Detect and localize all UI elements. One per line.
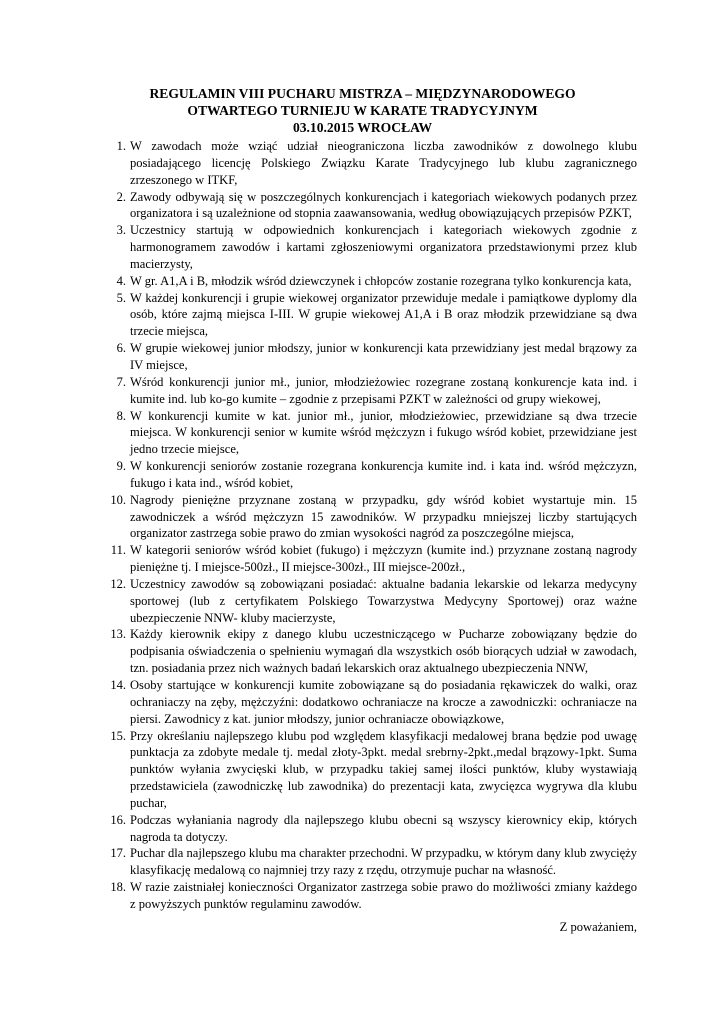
rule-item <box>0 458 637 492</box>
title-line-2: OTWARTEGO TURNIEJU W KARATE TRADYCYJNYM <box>187 103 538 118</box>
rule-number: 11 . <box>92 542 126 559</box>
rule-text: Każdy kierownik ekipy z danego klubu uczestniczącego w Pucharze zobowiązany będzie do podpisania oświadczenia o spełnieniu wymagań dla wszystkich osób biorących udział w zawodach, tzn. posiadania przez nich ważnych badań lekarskich oraz aktualnego ubezpieczenia NNW, <box>130 627 637 676</box>
rule-text: Przy określaniu najlepszego klubu pod względem klasyfikacji medalowej brana będzie pod uwagę punktacja za zdobyte medale tj. medal złoty-3pkt. medal srebrny-2pkt.,medal brązowy-1pkt. Suma punktów wyłania zwycięski klub, w przypadku takiej samej ilości punktów, kluby wystawiają przedstawiciela (zawodniczkę lub zawodnika) do prezentacji kata, zwycięzca wygrywa dla klubu puchar, <box>130 728 637 810</box>
rule-item <box>0 845 637 879</box>
rule-number: 1 . <box>92 138 126 155</box>
title-line-date: 03.10.2015 WROCŁAW <box>292 120 433 135</box>
rule-item <box>0 812 637 846</box>
rule-text: W konkurencji seniorów zostanie rozegrana konkurencja kumite ind. i kata ind. wśród mężczyzn, fukugo i kata ind., wśród kobiet, <box>130 459 637 490</box>
rule-text: Zawody odbywają się w poszczególnych konkurencjach i kategoriach wiekowych podanych przez organizatora i są uzależnione od stopnia zaawansowania, według obowiązujących przepisów PZKT, <box>130 189 637 221</box>
rule-item <box>0 290 637 341</box>
rule-number: 16 . <box>92 812 126 829</box>
rule-item <box>0 576 637 627</box>
rule-text: Uczestnicy zawodów są zobowiązani posiadać: aktualne badania lekarskie od lekarza medycyny sportowej (lub z certyfikatem Polskiego Towarzystwa Medycyny Sportowej) oraz ważne ubezpieczenie NNW- kluby macierzyste, <box>130 576 637 625</box>
rule-number: 9 . <box>92 458 126 475</box>
rule-text: Uczestnicy startują w odpowiednich konkurencjach i kategoriach wiekowych zgodnie z harmonogramem zawodów i kartami zgłoszeniowymi organizatora przedstawionymi przez klub macierzysty, <box>130 223 637 271</box>
closing-salutation: Z poważaniem, <box>559 920 637 934</box>
rules-list <box>0 138 725 913</box>
rule-text: W zawodach może wziąć udział nieograniczona liczba zawodników z dowolnego klubu posiadającego licencję Polskiego Związku Karate Tradycyjnego lub klubu zagranicznego zrzeszonego w ITKF, <box>130 139 637 187</box>
rule-text: Puchar dla najlepszego klubu ma charakter przechodni. W przypadku, w którym dany klub zwycięży klasyfikację medalową co najmniej trzy razy z rzędu, otrzymuje puchar na własność. <box>130 846 637 878</box>
rule-number: 2 . <box>92 189 126 206</box>
rule-number: 10 . <box>92 492 126 509</box>
rule-text: W konkurencji kumite w kat. junior mł., junior, młodzieżowiec, przewidziane są dwa trzecie miejsca. W konkurencji senior w kumite wśród mężczyzn i fukugo wśród kobiet, przewidziane jest jedno trzecie miejsce, <box>130 408 637 457</box>
rule-text: Wśród konkurencji junior mł., junior, młodzieżowiec rozegrane zostaną konkurencje kata ind. i kumite ind. lub ko-go kumite – zgodnie z przepisami PZKT w zależności od grupy wiekowej, <box>130 374 637 406</box>
rule-item <box>0 138 637 189</box>
rule-item <box>0 408 637 459</box>
rule-text: Nagrody pieniężne przyznane zostaną w przypadku, gdy wśród kobiet wystartuje min. 15 zawodniczek a wśród mężczyzn 15 zawodników. W przypadku mniejszej liczby startujących organizator zastrzega sobie prawo do zmian wysokości nagród za poszczególne miejsca, <box>130 492 637 541</box>
rule-number: 8 . <box>92 408 126 425</box>
rule-item <box>0 542 637 576</box>
rule-item <box>0 340 637 374</box>
rule-text: W grupie wiekowej junior młodszy, junior w konkurencji kata przewidziany jest medal brązowy za IV miejsce, <box>130 341 637 372</box>
rule-text: Osoby startujące w konkurencji kumite zobowiązane są do posiadania rękawiczek do walki, oraz ochraniaczy na zęby, mężczyźni: dodatkowo ochraniacze na krocze a zawodniczki: ochraniacze na piersi. Zawodnicy z kat. junior młodszy, junior ochraniacze obowiązkowe, <box>130 678 637 726</box>
rule-number: 17 . <box>92 845 126 862</box>
rule-item <box>0 677 637 728</box>
rule-number: 18 . <box>92 879 126 896</box>
rule-item <box>0 222 637 273</box>
rule-item <box>0 273 637 290</box>
rule-text: W kategorii seniorów wśród kobiet (fukugo) i mężczyzn (kumite ind.) przyznane zostaną nagrody pieniężne tj. I miejsce-500zł., II miejsce-300zł., III miejsce-200zł., <box>130 543 637 575</box>
rule-number: 5 . <box>92 290 126 307</box>
document-title <box>90 85 635 136</box>
rule-text: Podczas wyłaniania nagrody dla najlepszego klubu obecni są wszyscy kierownicy ekip, których nagroda ta dotyczy. <box>130 812 637 844</box>
rule-item <box>0 374 637 408</box>
rule-number: 3 . <box>92 222 126 239</box>
rule-number: 7 . <box>92 374 126 391</box>
rule-number: 15 . <box>92 728 126 745</box>
rule-number: 13 . <box>92 626 126 643</box>
rule-number: 12 . <box>92 576 126 593</box>
rule-item <box>0 626 637 677</box>
rule-number: 4 . <box>92 273 126 290</box>
rule-item <box>0 728 637 812</box>
title-line-1: REGULAMIN VIII PUCHARU MISTRZA – MIĘDZYNARODOWEGO <box>149 86 576 101</box>
rule-item <box>0 492 637 543</box>
rule-text: W gr. A1,A i B, młodzik wśród dziewczynek i chłopców zostanie rozegrana tylko konkurencja kata, <box>130 273 632 288</box>
rule-item <box>0 879 637 913</box>
rule-text: W każdej konkurencji i grupie wiekowej organizator przewiduje medale i pamiątkowe dyplomy dla osób, które zajmą miejsca I-III. W grupie wiekowej A1,A i B oraz młodzik przewidziane są dwa trzecie miejsca, <box>130 290 637 339</box>
rule-number: 6 . <box>92 340 126 357</box>
rule-number: 14 . <box>92 677 126 694</box>
rule-text: W razie zaistniałej konieczności Organizator zastrzega sobie prawo do możliwości zmiany każdego z powyższych punktów regulaminu zawodów. <box>130 880 637 911</box>
rule-item <box>0 189 637 223</box>
